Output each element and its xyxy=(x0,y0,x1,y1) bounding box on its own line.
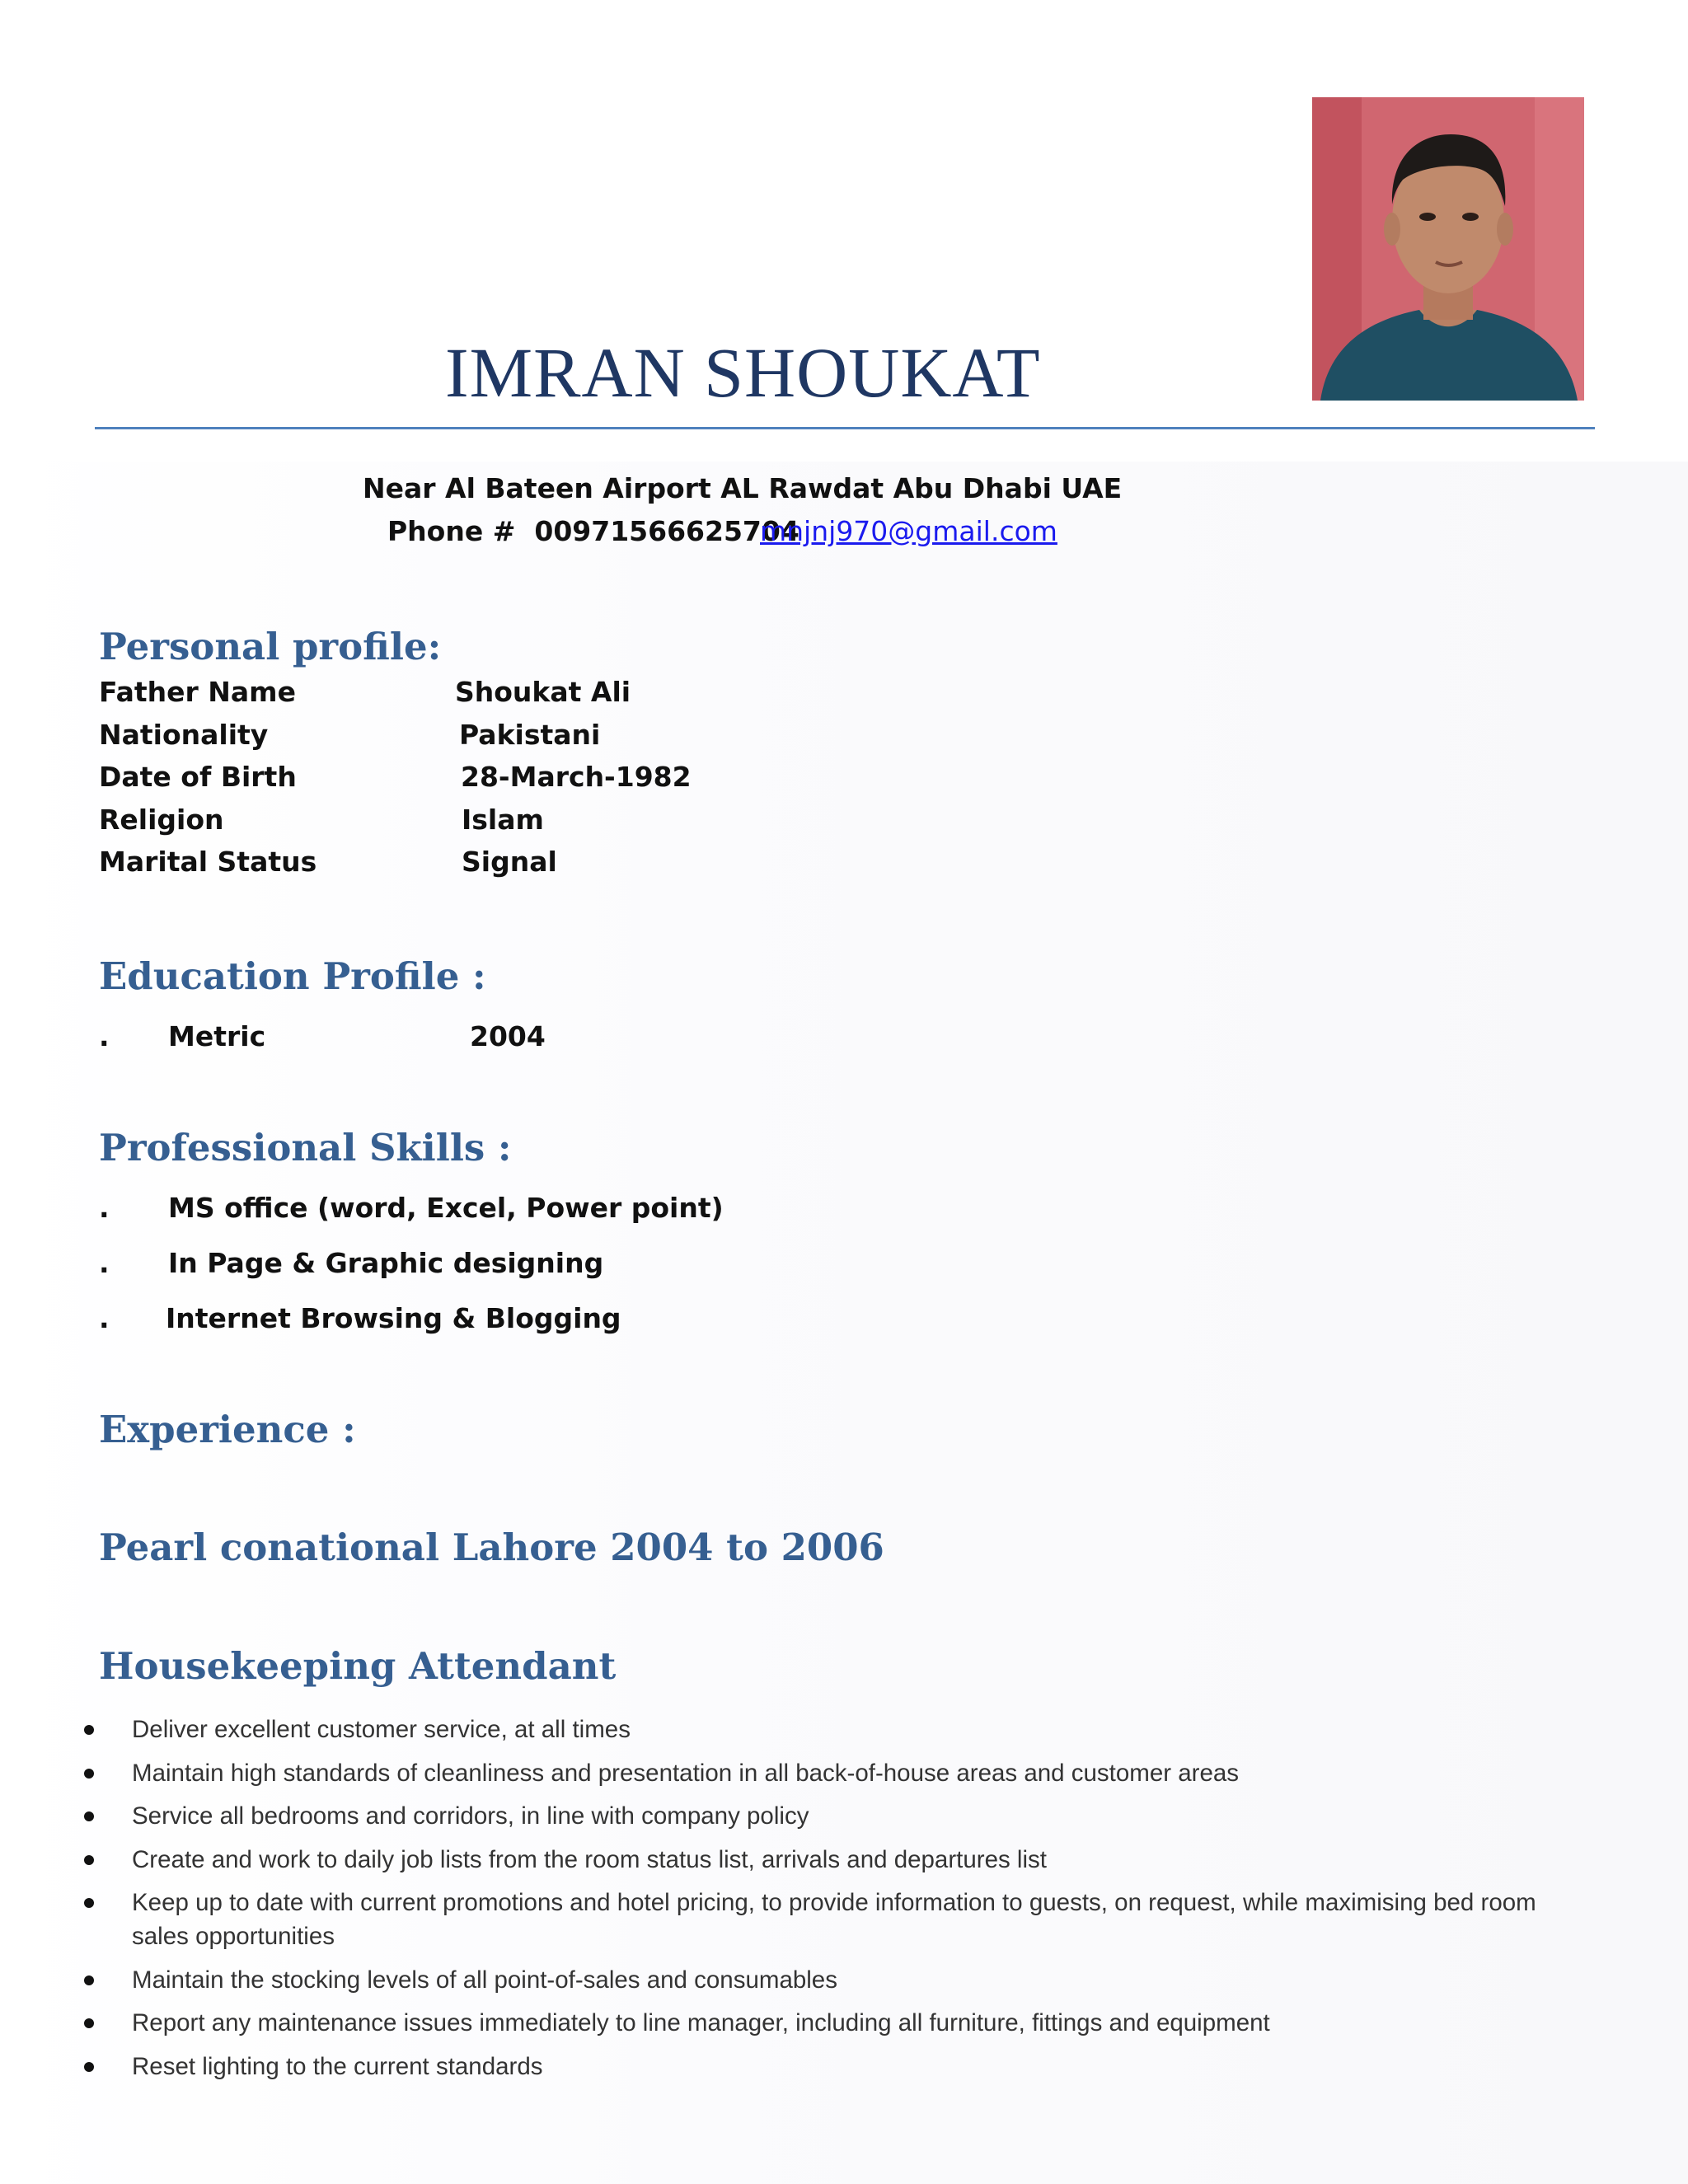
personal-row xyxy=(99,719,601,751)
phone-number: 00971566625704 xyxy=(534,515,799,547)
personal-row xyxy=(99,676,631,708)
list-item: Deliver excellent customer service, at all times xyxy=(81,1713,1597,1746)
skills-heading: Professional Skills : xyxy=(99,1126,512,1169)
skill-label: MS office (word, Excel, Power point) xyxy=(168,1192,724,1224)
row-label: Marital Status xyxy=(99,846,317,878)
personal-row xyxy=(99,846,557,878)
list-item: Maintain the stocking levels of all point-of-sales and consumables xyxy=(81,1963,1597,1997)
bullet-dot: . xyxy=(99,1247,110,1279)
education-year: 2004 xyxy=(470,1020,546,1052)
education-heading: Education Profile : xyxy=(99,954,486,998)
row-value: Pakistani xyxy=(459,719,601,751)
bullet-dot: . xyxy=(99,1192,110,1224)
address: Near Al Bateen Airport AL Rawdat Abu Dhabi UAE xyxy=(363,472,1123,504)
list-item: Service all bedrooms and corridors, in line with company policy xyxy=(81,1799,1597,1833)
list-item: Reset lighting to the current standards xyxy=(81,2050,1597,2083)
skill-label: In Page & Graphic designing xyxy=(168,1247,604,1279)
bullet-dot: . xyxy=(99,1302,110,1334)
education-label: Metric xyxy=(168,1020,266,1052)
row-label: Nationality xyxy=(99,719,269,751)
profile-photo xyxy=(1312,97,1584,401)
list-item: Keep up to date with current promotions and hotel pricing, to provide information to guests, on request, while maximising bed room sales opportunities xyxy=(81,1886,1597,1953)
row-value: 28-March-1982 xyxy=(461,761,692,793)
list-item: Maintain high standards of cleanliness and presentation in all back-of-house areas and customer areas xyxy=(81,1756,1597,1790)
role-heading: Housekeeping Attendant xyxy=(99,1644,617,1688)
candidate-name: IMRAN SHOUKAT xyxy=(445,333,1041,412)
email-link[interactable]: mnjnj970@gmail.com xyxy=(760,515,1057,547)
row-label: Date of Birth xyxy=(99,761,297,793)
bullet-dot: . xyxy=(99,1020,110,1052)
personal-profile-heading: Personal profile: xyxy=(99,625,442,668)
row-value: Signal xyxy=(462,846,557,878)
row-value: Shoukat Ali xyxy=(455,676,631,708)
skill-label: Internet Browsing & Blogging xyxy=(166,1302,621,1334)
duties-list xyxy=(81,1713,1597,2093)
personal-row xyxy=(99,804,544,836)
experience-heading: Experience : xyxy=(99,1408,356,1451)
row-label: Religion xyxy=(99,804,224,836)
company-heading: Pearl conational Lahore 2004 to 2006 xyxy=(99,1526,884,1569)
personal-row xyxy=(99,761,692,793)
list-item: Report any maintenance issues immediately to line manager, including all furniture, fittings and equipment xyxy=(81,2006,1597,2040)
row-label: Father Name xyxy=(99,676,296,708)
row-value: Islam xyxy=(462,804,544,836)
list-item: Create and work to daily job lists from the room status list, arrivals and departures list xyxy=(81,1843,1597,1877)
phone-line xyxy=(387,515,799,547)
phone-label: Phone # xyxy=(387,515,516,547)
header-divider xyxy=(95,427,1595,429)
